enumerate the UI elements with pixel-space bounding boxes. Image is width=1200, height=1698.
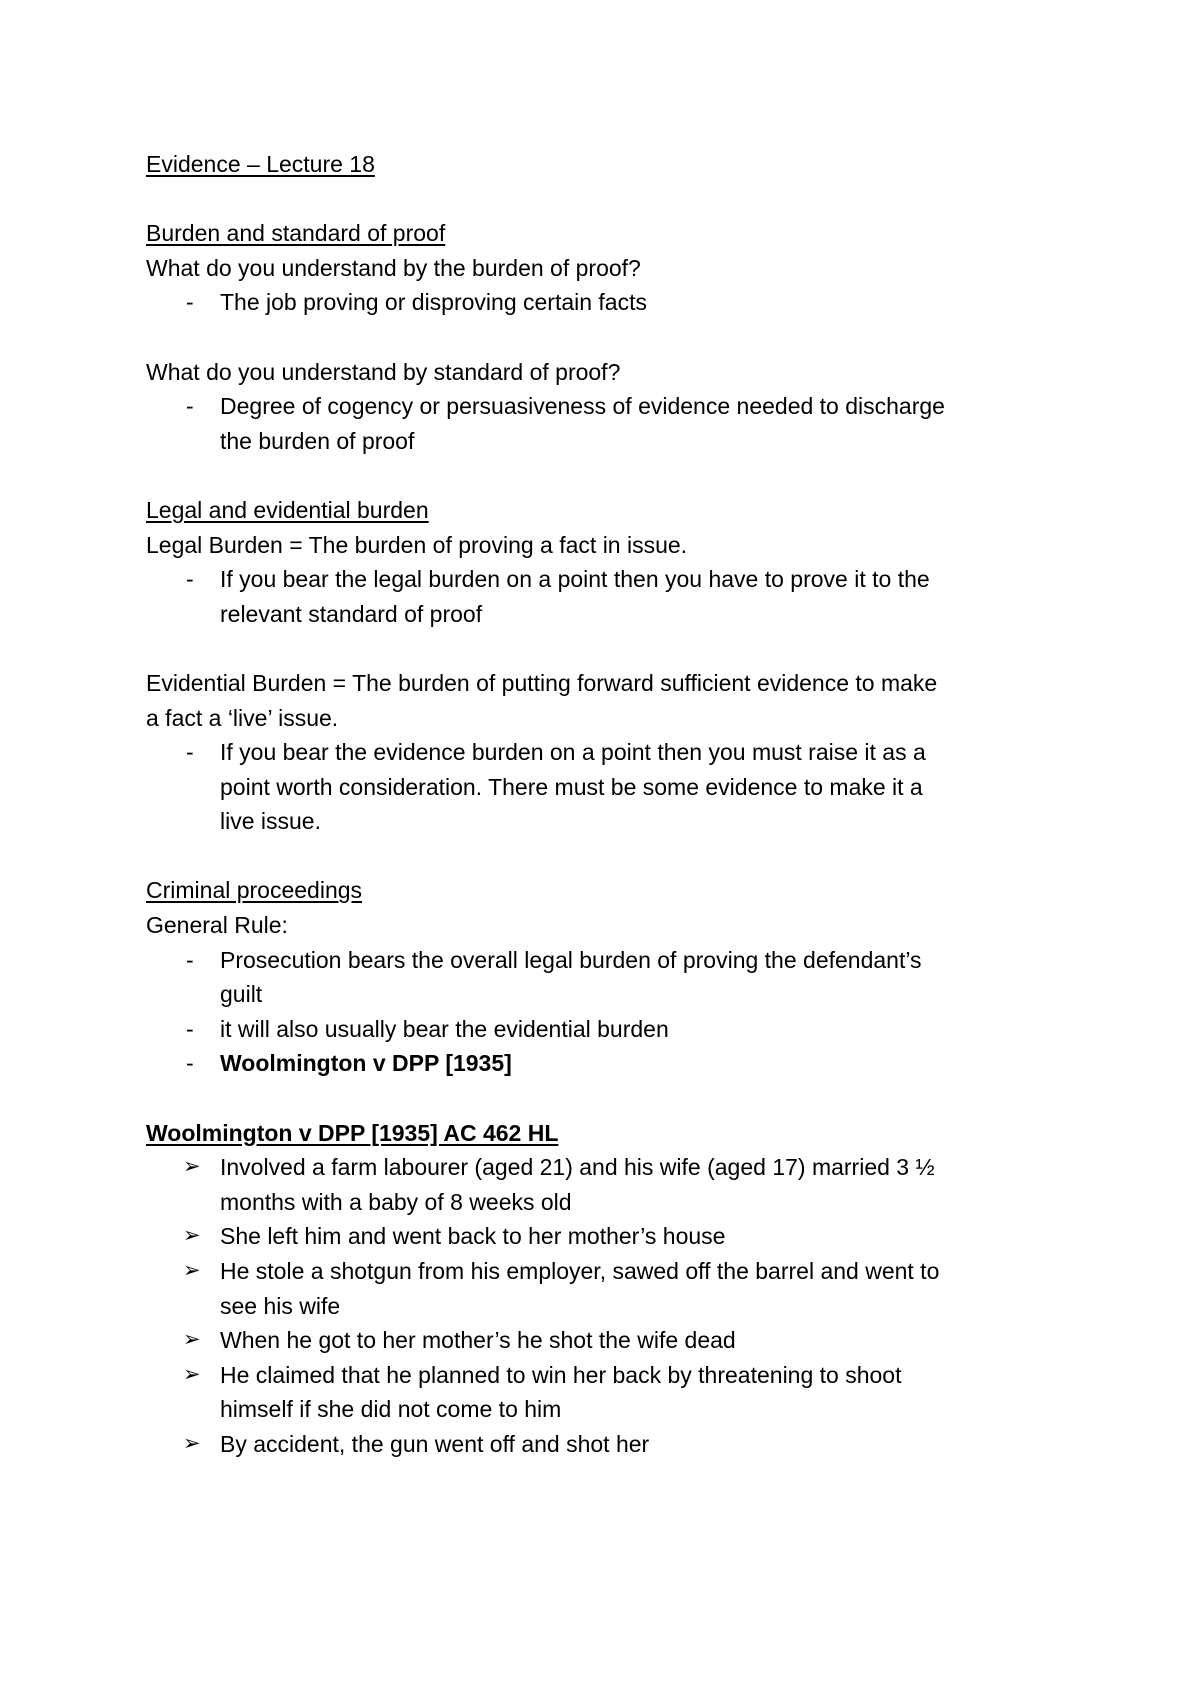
dash-bullet: -	[186, 946, 194, 973]
list-item	[146, 943, 1060, 1012]
list-item	[146, 735, 1060, 839]
list-item	[146, 1046, 1060, 1081]
question-standard-of-proof: What do you understand by standard of proof?	[146, 358, 621, 385]
list-item-text: He stole a shotgun from his employer, sawed off the barrel and went to	[220, 1258, 940, 1284]
arrow-bullet-icon: ➢	[183, 1155, 201, 1179]
evidential-burden-definition-cont: a fact a ‘live’ issue.	[146, 704, 339, 731]
section-heading-burden-standard: Burden and standard of proof	[146, 220, 446, 247]
section-heading-woolmington: Woolmington v DPP [1935] AC 462 HL	[146, 1119, 559, 1146]
section-heading-legal-evidential: Legal and evidential burden	[146, 496, 429, 523]
list-item-text: The job proving or disproving certain facts	[220, 289, 647, 316]
list-item-text: live issue.	[220, 808, 321, 835]
evidential-burden-definition: Evidential Burden = The burden of putting forward sufficient evidence to make	[146, 669, 938, 696]
list-item-text: it will also usually bear the evidential burden	[220, 1015, 669, 1042]
arrow-bullet-icon: ➢	[183, 1224, 201, 1248]
question-burden-of-proof: What do you understand by the burden of proof?	[146, 254, 641, 281]
list-item-text: When he got to her mother’s he shot the wife dead	[220, 1327, 736, 1354]
list-item	[146, 1323, 1060, 1358]
list-item-text: guilt	[220, 981, 263, 1008]
arrow-bullet-icon: ➢	[183, 1362, 201, 1386]
legal-burden-definition: Legal Burden = The burden of proving a fact in issue.	[146, 531, 688, 558]
section-heading-criminal-proceedings: Criminal proceedings	[146, 877, 363, 904]
list-item-text: He claimed that he planned to win her back by threatening to shoot	[220, 1361, 902, 1388]
list-item-text: see his wife	[220, 1292, 341, 1319]
list-item-text: relevant standard of proof	[220, 600, 483, 627]
list-item	[146, 1219, 1060, 1254]
dash-bullet: -	[186, 1050, 194, 1077]
list-item	[146, 562, 1060, 631]
list-item-text: months with a baby of 8 weeks old	[220, 1188, 572, 1215]
list-item	[146, 1358, 1060, 1427]
list-item-text: Prosecution bears the overall legal burden of proving the defendant’s	[220, 946, 922, 973]
list-item	[146, 389, 1060, 458]
arrow-bullet-icon: ➢	[183, 1328, 201, 1352]
list-item-text: Involved a farm labourer (aged 21) and his wife (aged 17) married 3 ½	[220, 1154, 935, 1181]
dash-bullet: -	[186, 1015, 194, 1042]
case-citation: Woolmington v DPP [1935]	[220, 1050, 512, 1077]
list-item	[146, 1150, 1060, 1219]
general-rule-label: General Rule:	[146, 912, 288, 939]
list-item	[146, 1427, 1060, 1462]
document-title: Evidence – Lecture 18	[146, 151, 375, 177]
list-item-text: If you bear the evidence burden on a point then you must raise it as a	[220, 739, 926, 766]
list-item-text: Degree of cogency or persuasiveness of evidence needed to discharge	[220, 393, 945, 420]
arrow-bullet-icon: ➢	[183, 1259, 201, 1282]
list-item-text: By accident, the gun went off and shot her	[220, 1430, 650, 1457]
dash-bullet: -	[186, 739, 194, 766]
dash-bullet: -	[186, 289, 194, 316]
dash-bullet: -	[186, 566, 194, 593]
list-item	[146, 1012, 1060, 1047]
list-item-text: She left him and went back to her mother’s house	[220, 1223, 726, 1250]
list-item	[146, 285, 1060, 320]
list-item-text: the burden of proof	[220, 427, 415, 454]
list-item-text: point worth consideration. There must be some evidence to make it a	[220, 773, 923, 800]
dash-bullet: -	[186, 393, 194, 420]
list-item	[146, 1254, 1060, 1323]
list-item-text: himself if she did not come to him	[220, 1396, 562, 1423]
list-item-text: If you bear the legal burden on a point then you have to prove it to the	[220, 566, 930, 593]
arrow-bullet-icon: ➢	[183, 1431, 201, 1455]
